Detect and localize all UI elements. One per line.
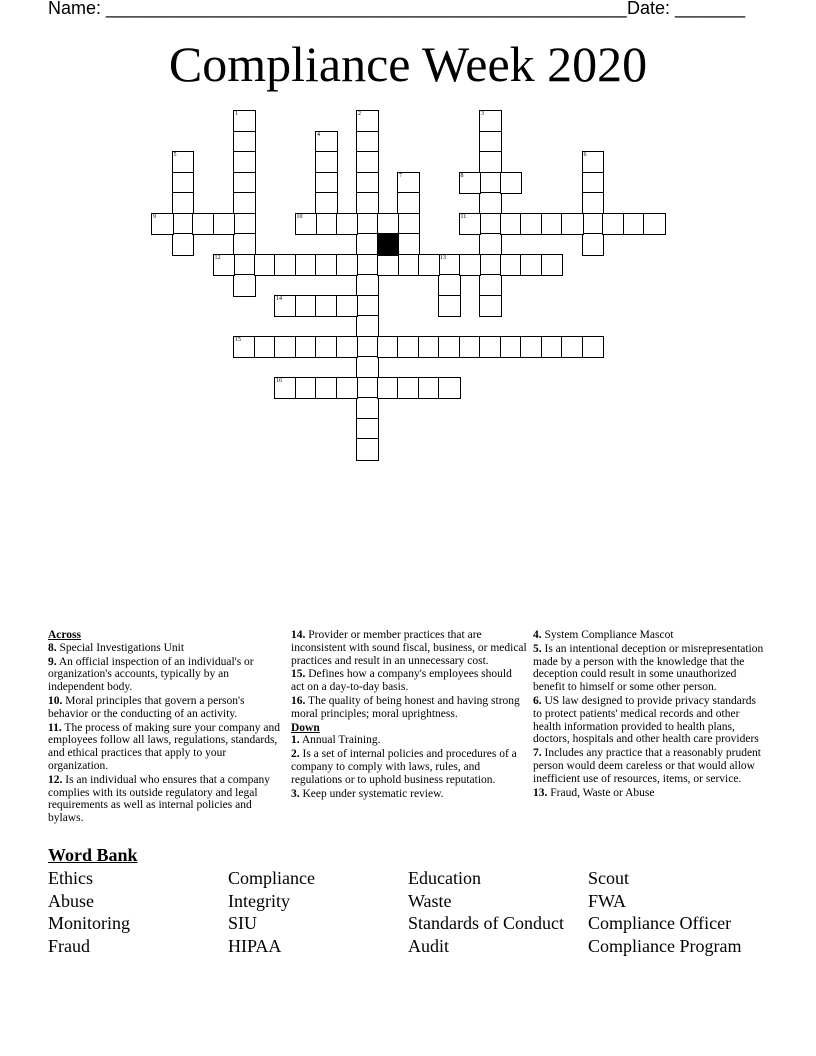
crossword-cell[interactable]: [336, 254, 359, 277]
crossword-cell[interactable]: [500, 213, 523, 236]
crossword-cell[interactable]: [397, 172, 420, 195]
crossword-cell[interactable]: [397, 213, 420, 236]
clue-number: 14: [276, 295, 282, 302]
crossword-cell[interactable]: [438, 295, 461, 318]
clue-across-8: 8. Special Investigations Unit: [48, 641, 185, 654]
crossword-cell[interactable]: [315, 172, 338, 195]
clue-number: 16: [276, 377, 282, 384]
clues-column-2: [291, 629, 527, 801]
crossword-cell[interactable]: [377, 213, 400, 236]
crossword-cell[interactable]: [336, 295, 359, 318]
word-bank-item: Fraud: [48, 936, 90, 956]
crossword-cell[interactable]: [582, 233, 605, 256]
clue-across-11: 11. The process of making sure your company and employees follow all laws, regulations, standards, and ethical practices that apply to your organization.: [48, 721, 280, 772]
clue-number: 4: [317, 131, 320, 138]
crossword-cell[interactable]: [418, 336, 441, 359]
crossword-cell[interactable]: [336, 213, 359, 236]
clue-across-14: 14. Provider or member practices that are inconsistent with sound fiscal, business, or medical practices and result in an unnecessary cost.: [291, 629, 527, 667]
crossword-cell[interactable]: [315, 377, 338, 400]
date-field-label: Date: _______: [627, 0, 746, 18]
word-bank-item: Scout: [588, 868, 630, 888]
clue-down-3: 3. Keep under systematic review.: [291, 787, 444, 800]
crossword-cell[interactable]: [213, 254, 236, 277]
crossword-cell[interactable]: [479, 110, 502, 133]
crossword-cell[interactable]: [438, 254, 461, 277]
crossword-cell[interactable]: [356, 295, 379, 318]
crossword-cell[interactable]: [500, 336, 523, 359]
clue-number: 15: [235, 336, 241, 343]
clue-down-13: 13. Fraud, Waste or Abuse: [533, 786, 655, 799]
crossword-cell[interactable]: [377, 377, 400, 400]
crossword-cell[interactable]: [582, 151, 605, 174]
crossword-cell[interactable]: [623, 213, 646, 236]
crossword-cell[interactable]: [397, 192, 420, 215]
page-title: Compliance Week 2020: [168, 36, 648, 92]
down-heading: Down: [291, 721, 320, 734]
crossword-cell[interactable]: [438, 336, 461, 359]
crossword-cell[interactable]: [643, 213, 666, 236]
crossword-cell[interactable]: [459, 254, 482, 277]
crossword-cell[interactable]: [377, 336, 400, 359]
crossword-cell[interactable]: [479, 192, 502, 215]
crossword-cell[interactable]: [356, 315, 379, 338]
crossword-cell[interactable]: [213, 213, 236, 236]
crossword-cell[interactable]: [356, 172, 379, 195]
crossword-cell[interactable]: [172, 233, 195, 256]
clue-number: 1: [235, 111, 238, 117]
crossword-cell[interactable]: [356, 131, 379, 154]
crossword-cell[interactable]: [356, 110, 379, 133]
word-bank-item: Ethics: [48, 868, 93, 888]
crossword-cell[interactable]: [274, 336, 297, 359]
clue-number: 3: [481, 111, 484, 117]
clue-number: 8: [460, 172, 464, 179]
crossword-cell[interactable]: [418, 254, 441, 277]
clues-column-3: [533, 629, 767, 800]
word-bank-item: Compliance Program: [588, 936, 742, 956]
crossword-cell[interactable]: [438, 274, 461, 297]
crossword-cell[interactable]: [520, 254, 543, 277]
clue-number: 7: [399, 172, 402, 179]
word-bank-item: Education: [408, 868, 481, 888]
crossword-cell[interactable]: [356, 254, 379, 277]
crossword-cell[interactable]: [561, 336, 584, 359]
crossword-cell[interactable]: [356, 192, 379, 215]
crossword-cell[interactable]: [233, 233, 256, 256]
crossword-cell[interactable]: [315, 151, 338, 174]
word-bank-item: Waste: [408, 891, 452, 911]
clue-across-15: 15. Defines how a company's employees should act on a day-to-day basis.: [291, 668, 512, 694]
crossword-cell[interactable]: [397, 377, 420, 400]
clue-down-4: 4. System Compliance Mascot: [533, 629, 674, 641]
crossword-cell[interactable]: [172, 151, 195, 174]
clue-number: 13: [440, 254, 446, 261]
crossword-cell[interactable]: [233, 131, 256, 154]
word-bank-item: HIPAA: [228, 936, 282, 956]
crossword-cell[interactable]: [336, 336, 359, 359]
clue-across-10: 10. Moral principles that govern a person's behavior or the conducting of an activity.: [48, 694, 245, 720]
clue-number: 5: [173, 152, 177, 158]
crossword-cell[interactable]: [541, 336, 564, 359]
word-bank-item: Compliance Officer: [588, 913, 732, 933]
clue-down-1: 1. Annual Training.: [291, 734, 381, 747]
crossword-cell[interactable]: [377, 254, 400, 277]
crossword-cell[interactable]: [151, 213, 174, 236]
crossword-cell[interactable]: [295, 377, 318, 400]
crossword-cell[interactable]: [356, 336, 379, 359]
crossword-cell[interactable]: [541, 213, 564, 236]
crossword-cell[interactable]: [315, 336, 338, 359]
crossword-cell[interactable]: [172, 172, 195, 195]
crossword-cell[interactable]: [274, 254, 297, 277]
crossword-cell[interactable]: [561, 213, 584, 236]
crossword-cell[interactable]: [479, 295, 502, 318]
clue-across-9: 9. An official inspection of an individual's or organization's accounts, typically by an independent body.: [48, 655, 254, 694]
crossword-cell[interactable]: [459, 213, 482, 236]
crossword-cell[interactable]: [459, 172, 482, 195]
crossword-cell[interactable]: [295, 213, 318, 236]
blocked-cell: [377, 233, 400, 256]
clue-number: 11: [460, 213, 467, 220]
crossword-cell[interactable]: [356, 274, 379, 297]
clue-across-12: 12. Is an individual who ensures that a company complies with its outside regulatory and legal requirements as well as internal policies and bylaws.: [48, 773, 270, 825]
word-bank-item: FWA: [588, 891, 627, 911]
clue-down-7: 7. Includes any practice that a reasonably prudent person would deem careless or that would allow inefficient use of resources, items, or service.: [533, 747, 761, 785]
crossword-cell[interactable]: [295, 295, 318, 318]
crossword-cell[interactable]: [500, 254, 523, 277]
crossword-cell[interactable]: [274, 377, 297, 400]
crossword-cell[interactable]: [356, 438, 379, 461]
across-heading: Across: [48, 629, 82, 641]
word-bank-item: Standards of Conduct: [408, 913, 564, 933]
crossword-cell[interactable]: [356, 397, 379, 420]
clue-down-2: 2. Is a set of internal policies and procedures of a company to comply with laws, rules, and regulations or to uphold business reputation.: [291, 748, 517, 786]
crossword-cell[interactable]: [459, 336, 482, 359]
crossword-cell[interactable]: [602, 213, 625, 236]
crossword-cell[interactable]: [541, 254, 564, 277]
clue-number: 2: [358, 111, 361, 117]
crossword-cell[interactable]: [172, 213, 195, 236]
word-bank-title: Word Bank: [48, 845, 138, 865]
crossword-cell[interactable]: [520, 213, 543, 236]
word-bank-item: Compliance: [228, 868, 315, 888]
crossword-cell[interactable]: [418, 377, 441, 400]
crossword-cell[interactable]: [479, 213, 502, 236]
crossword-cell[interactable]: [233, 213, 256, 236]
crossword-cell[interactable]: [582, 336, 605, 359]
crossword-cell[interactable]: [192, 213, 215, 236]
clues-column-1: [48, 629, 280, 826]
crossword-cell[interactable]: [582, 213, 605, 236]
crossword-cell[interactable]: [397, 254, 420, 277]
crossword-cell[interactable]: [479, 254, 502, 277]
word-bank-item: Audit: [408, 936, 450, 956]
clue-number: 9: [153, 213, 156, 220]
word-bank-item: SIU: [228, 913, 258, 933]
word-bank-item: Integrity: [228, 891, 290, 911]
crossword-cell[interactable]: [274, 295, 297, 318]
crossword-cell[interactable]: [336, 377, 359, 400]
word-bank-item: Abuse: [48, 891, 94, 911]
crossword-cell[interactable]: [356, 151, 379, 174]
name-field-label: Name: ____________________________________________________: [48, 0, 627, 18]
crossword-cell[interactable]: [356, 418, 379, 441]
crossword-cell[interactable]: [254, 254, 277, 277]
crossword-cell[interactable]: [438, 377, 461, 400]
crossword-cell[interactable]: [356, 377, 379, 400]
crossword-cell[interactable]: [479, 336, 502, 359]
crossword-grid: [0, 0, 816, 470]
crossword-cell[interactable]: [479, 274, 502, 297]
crossword-cell[interactable]: [315, 254, 338, 277]
crossword-cell[interactable]: [500, 172, 523, 195]
crossword-cell[interactable]: [582, 172, 605, 195]
crossword-cell[interactable]: [479, 131, 502, 154]
crossword-cell[interactable]: [295, 254, 318, 277]
crossword-cell[interactable]: [233, 192, 256, 215]
crossword-cell[interactable]: [172, 192, 195, 215]
crossword-cell[interactable]: [254, 336, 277, 359]
crossword-cell[interactable]: [397, 336, 420, 359]
crossword-cell[interactable]: [233, 151, 256, 174]
crossword-cell[interactable]: [356, 356, 379, 379]
clue-number: 6: [583, 152, 587, 158]
clue-across-16: 16. The quality of being honest and having strong moral principles; moral uprightness.: [291, 694, 520, 720]
crossword-cell[interactable]: [315, 131, 338, 154]
crossword-cell[interactable]: [479, 172, 502, 195]
crossword-cell[interactable]: [233, 172, 256, 195]
crossword-cell[interactable]: [356, 233, 379, 256]
crossword-cell[interactable]: [479, 151, 502, 174]
clue-down-6: 6. US law designed to provide privacy standards to protect patients' medical records and other health information provided to health plans, doctors, hospitals and other health care providers: [533, 694, 759, 746]
crossword-cell[interactable]: [356, 213, 379, 236]
crossword-cell[interactable]: [397, 233, 420, 256]
crossword-cell[interactable]: [295, 336, 318, 359]
clue-number: 10: [296, 213, 303, 220]
crossword-cell[interactable]: [520, 336, 543, 359]
crossword-cell[interactable]: [315, 192, 338, 215]
crossword-cell[interactable]: [582, 192, 605, 215]
crossword-cell[interactable]: [233, 254, 256, 277]
word-bank-item: Monitoring: [48, 913, 131, 933]
crossword-cell[interactable]: [479, 233, 502, 256]
crossword-cell[interactable]: [233, 110, 256, 133]
clue-down-5: 5. Is an intentional deception or misrepresentation made by a person with the knowledge that the deception could result in some unauthorized benefit to himself or some other person.: [533, 642, 764, 694]
crossword-cell[interactable]: [315, 213, 338, 236]
clue-number: 12: [214, 254, 221, 261]
crossword-cell[interactable]: [233, 336, 256, 359]
crossword-cell[interactable]: [233, 274, 256, 297]
crossword-cell[interactable]: [315, 295, 338, 318]
